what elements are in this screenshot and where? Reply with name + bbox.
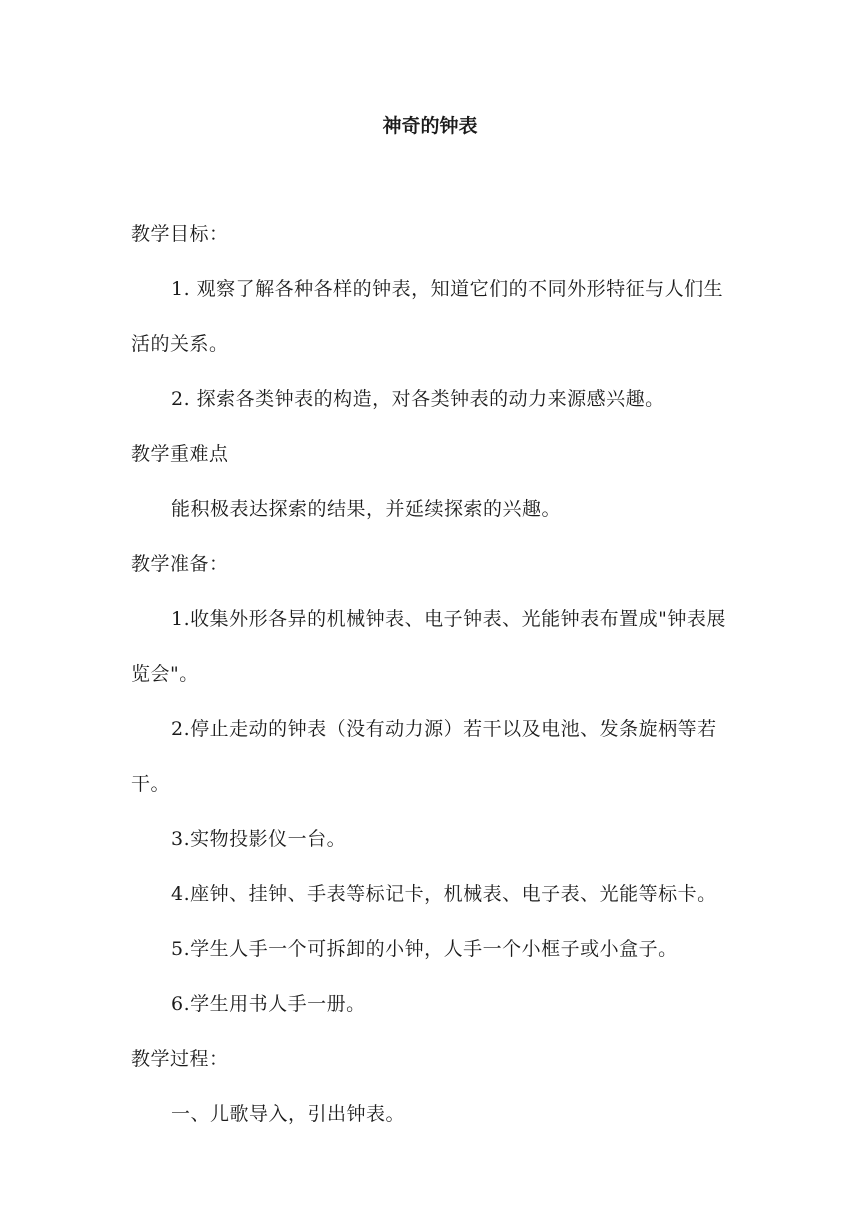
preparation-item: 2.停止走动的钟表（没有动力源）若干以及电池、发条旋柄等若干。: [131, 718, 717, 795]
preparation-item: 1.收集外形各异的机械钟表、电子钟表、光能钟表布置成"钟表展览会"。: [131, 608, 726, 685]
preparation-item: 5.学生人手一个可拆卸的小钟，人手一个小框子或小盒子。: [171, 938, 678, 960]
heading-preparation: 教学准备：: [131, 553, 229, 575]
heading-process: 教学过程：: [131, 1048, 229, 1070]
preparation-item: 4.座钟、挂钟、手表等标记卡，机械表、电子表、光能等标卡。: [171, 883, 717, 905]
process-item: 一、儿歌导入，引出钟表。: [171, 1103, 406, 1125]
heading-key-points: 教学重难点: [131, 443, 229, 465]
preparation-item: 6.学生用书人手一册。: [171, 993, 366, 1015]
document-title: 神奇的钟表: [382, 115, 478, 137]
heading-objectives: 教学目标：: [131, 223, 229, 245]
preparation-item: 3.实物投影仪一台。: [171, 828, 347, 850]
objective-item: 2. 探索各类钟表的构造，对各类钟表的动力来源感兴趣。: [171, 388, 665, 410]
key-point-item: 能积极表达探索的结果，并延续探索的兴趣。: [171, 498, 562, 520]
objective-item: 1. 观察了解各种各样的钟表，知道它们的不同外形特征与人们生活的关系。: [131, 278, 724, 355]
document-body: [131, 207, 731, 1142]
